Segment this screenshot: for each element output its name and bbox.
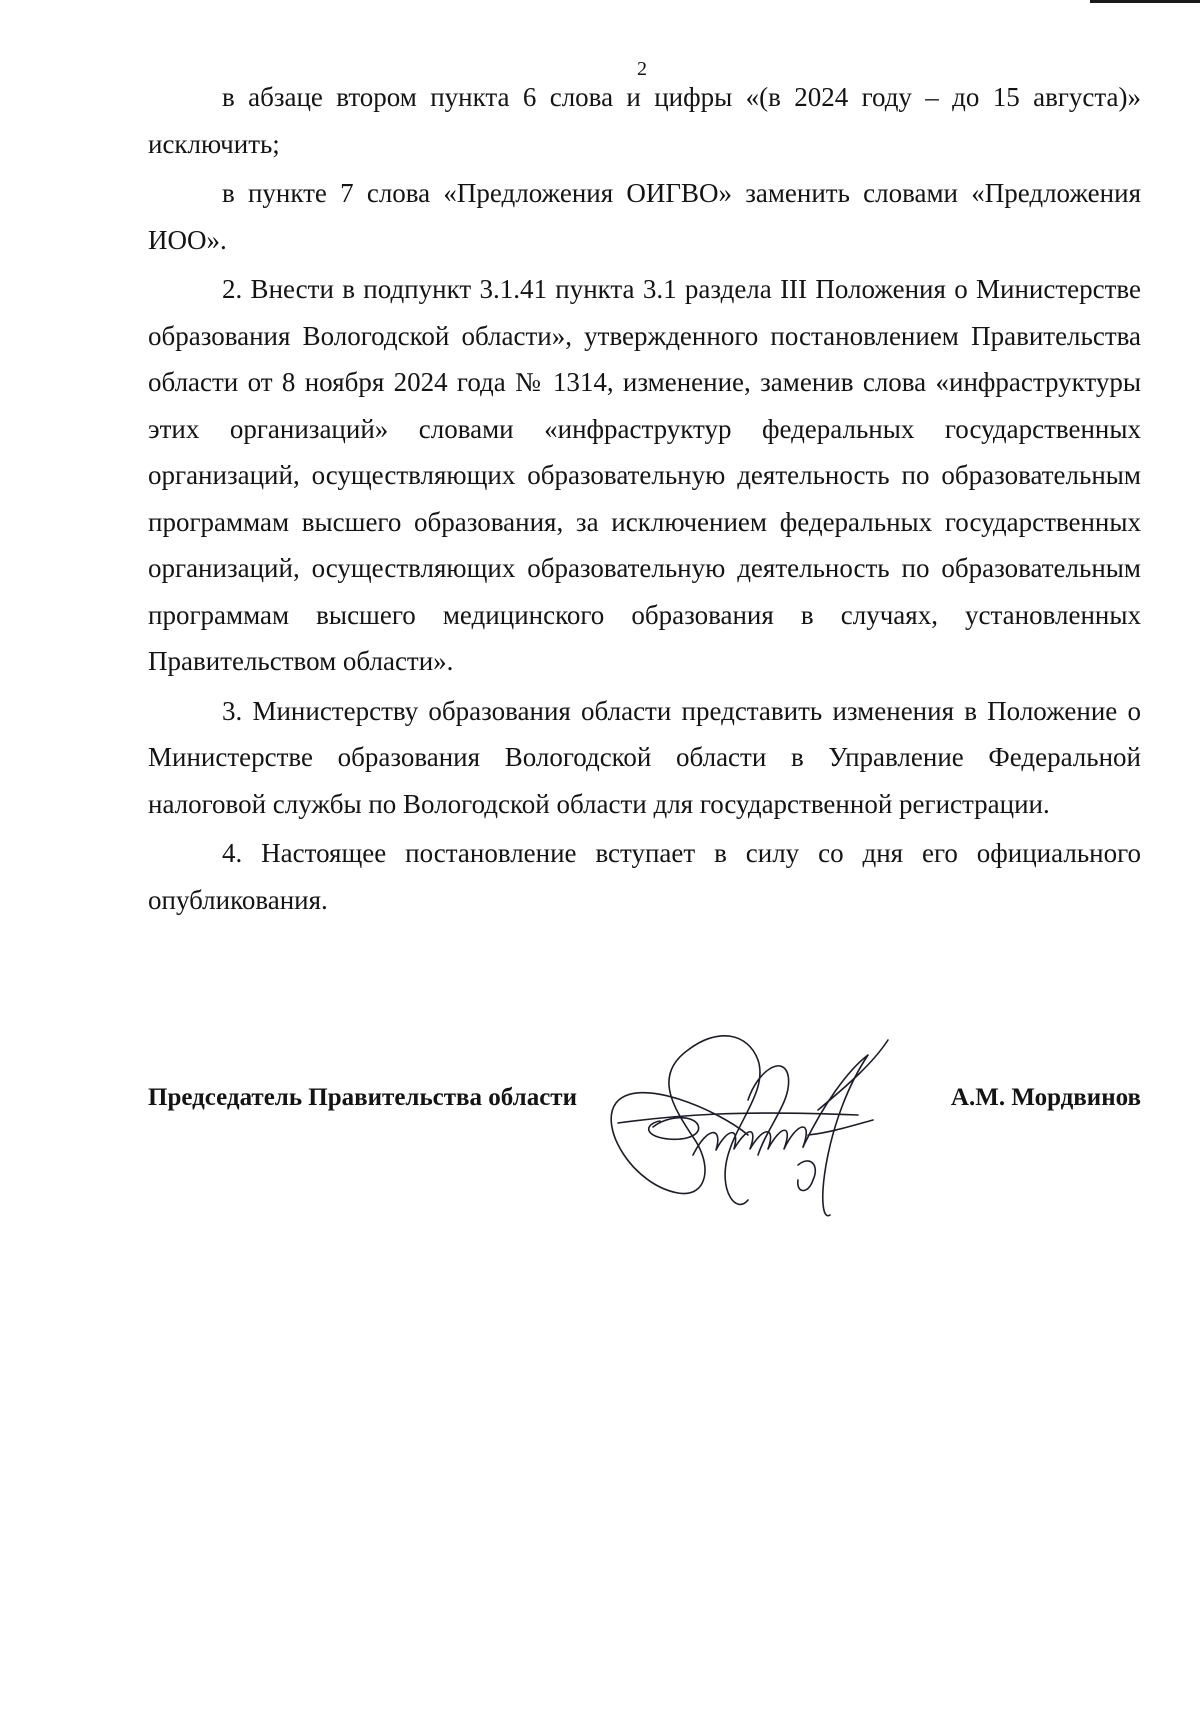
paragraph-amendment-point-6: в абзаце втором пункта 6 слова и цифры «(в 2024 году – до 15 августа)» исключить;: [148, 82, 1141, 159]
page-number: 2: [637, 58, 647, 80]
paragraph-item-4: 4. Настоящее постановление вступает в силу со дня его официального опубликования.: [148, 838, 1141, 915]
document-body: [148, 74, 1141, 926]
paragraph-item-3: 3. Министерству образования области представить изменения в Положение о Министерстве образования Вологодской области в Управление Федеральной налоговой службы по Вологодской области для государственной регистрации.: [148, 695, 1141, 819]
paragraph-amendment-point-7: в пункте 7 слова «Предложения ОИГВО» заменить словами «Предложения ИОО».: [148, 178, 1141, 255]
top-edge-rule: [1090, 0, 1200, 3]
signer-position: Председатель Правительства области: [148, 1084, 577, 1111]
paragraph-item-2: 2. Внести в подпункт 3.1.41 пункта 3.1 раздела III Положения о Министерстве образования Вологодской области», утвержденного постановлением Правительства области от 8 ноября 2024 года № 1314, изменение, заменив слова «инфраструктуры этих организаций» словами «инфраструктур федеральных государственных организаций, осуществляющих образовательную деятельность по образовательным программам высшего образования, за исключением федеральных государственных организаций, осуществляющих образовательную деятельность по образовательным программам высшего медицинского образования в случаях, установленных Правительством области».: [148, 274, 1141, 676]
signer-name: А.М. Мордвинов: [950, 1084, 1141, 1111]
handwritten-signature-icon: [598, 1015, 948, 1230]
